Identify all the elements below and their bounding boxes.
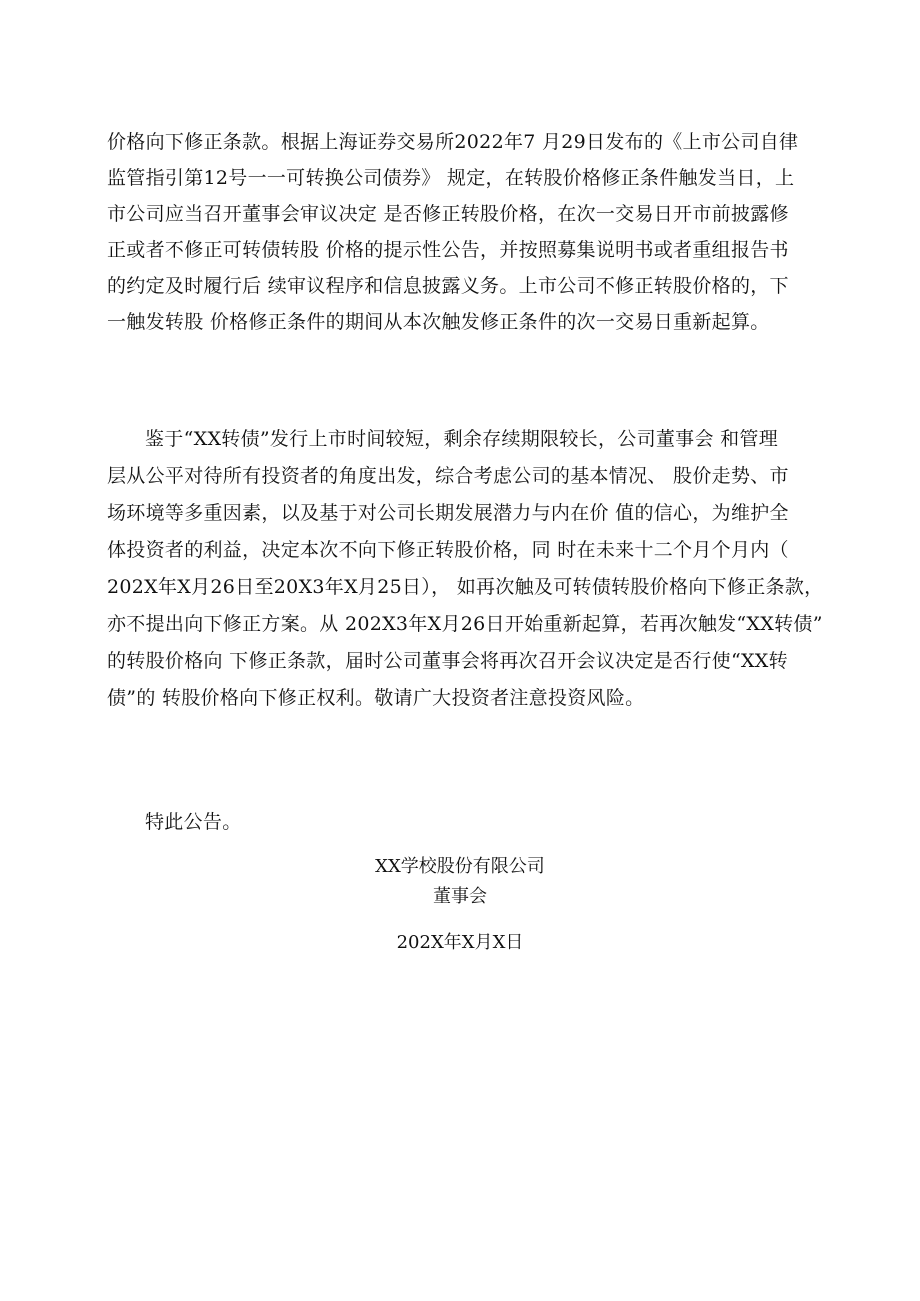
signature-board: 董事会 [433,886,487,907]
paragraph-2-line-7: 的转股价格向 下修正条款，届时公司董事会将再次召开会议决定是否行使“XX转 [107,650,788,672]
paragraph-2-line-5: 202X年X月26日至20X3年X月25日）， 如再次触及可转债转股价格向下修正条款， [107,576,824,598]
paragraph-2-line-8: 债”的 转股价格向下修正权利。敬请广大投资者注意投资风险。 [107,687,645,709]
paragraph-1-line-6: 一触发转股 价格修正条件的期间从本次触发修正条件的次一交易日重新起算。 [107,311,770,333]
paragraph-1-line-5: 的约定及时履行后 续审议程序和信息披露义务。上市公司不修正转股价格的，下 [107,275,789,297]
paragraph-1-line-2: 监管指引第12号一一可转换公司债券》 规定，在转股价格修正条件触发当日，上 [107,167,795,189]
closing-text: 特此公告。 [145,811,242,833]
signature-date: 202X年X月X日 [396,932,524,953]
paragraph-1-line-4: 正或者不修正可转债转股 价格的提示性公告，并按照募集说明书或者重组报告书 [107,239,789,261]
signature-company: XX学校股份有限公司 [375,856,545,877]
paragraph-1-line-3: 市公司应当召开董事会审议决定 是否修正转股价格，在次一交易日开市前披露修 [107,203,789,225]
paragraph-1-line-1: 价格向下修正条款。根据上海证券交易所2022年7 月29日发布的《上市公司自律 [107,131,799,153]
paragraph-2-line-6: 亦不提出向下修正方案。从 202X3年X月26日开始重新起算，若再次触发“XX转债” [107,613,823,635]
paragraph-2-line-1: 鉴于“XX转债”发行上市时间较短，剩余存续期限较长，公司董事会 和管理 [145,428,779,450]
paragraph-2-line-4: 体投资者的利益，决定本次不向下修正转股价格，同 时在未来十二个月个月内（ [107,539,789,561]
paragraph-2-line-3: 场环境等多重因素，以及基于对公司长期发展潜力与内在价 值的信心，为维护全 [107,502,789,524]
paragraph-2-line-2: 层从公平对待所有投资者的角度出发，综合考虑公司的基本情况、 股价走势、市 [107,465,789,487]
